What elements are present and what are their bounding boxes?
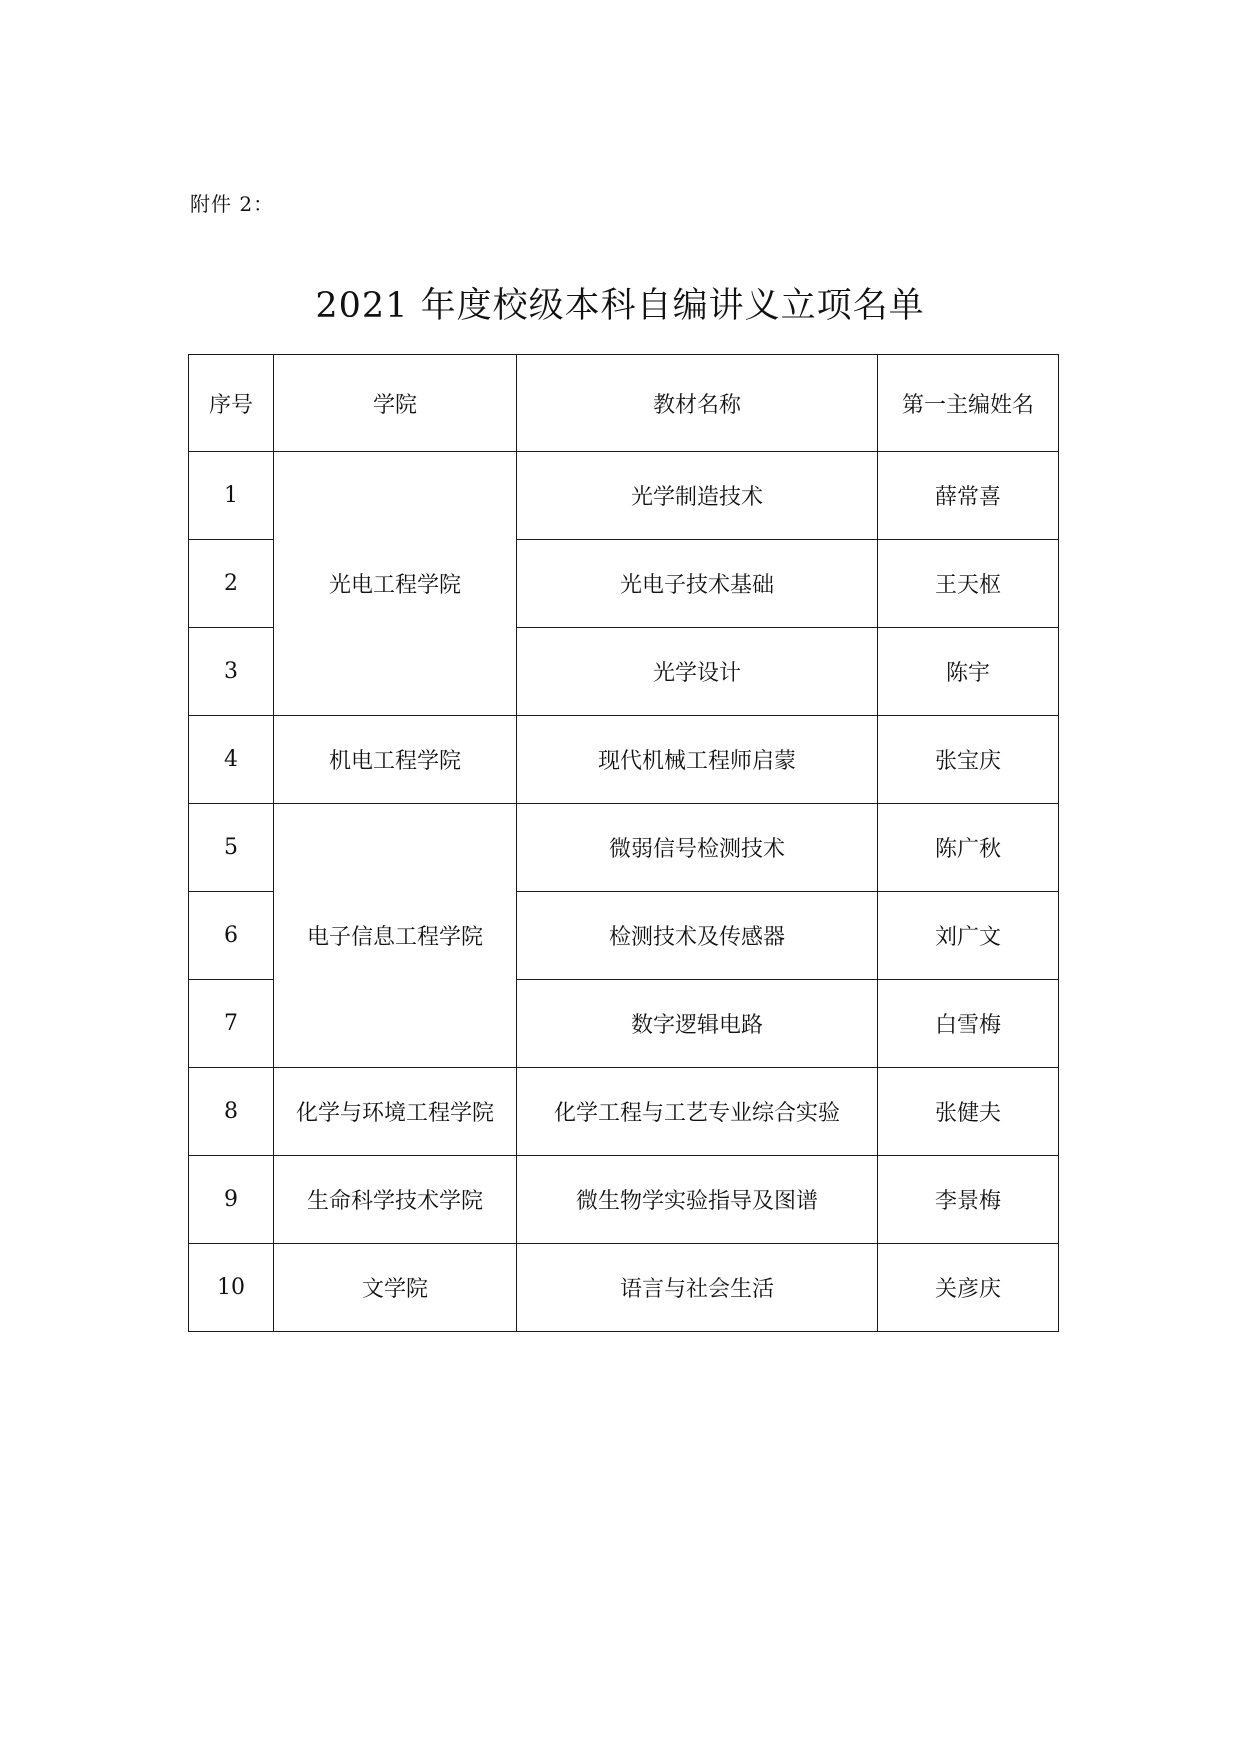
cell-textbook: 微弱信号检测技术 bbox=[517, 804, 878, 892]
cell-editor: 陈宇 bbox=[878, 628, 1059, 716]
cell-textbook: 数字逻辑电路 bbox=[517, 980, 878, 1068]
table-row bbox=[189, 1156, 1059, 1244]
header-no: 序号 bbox=[189, 355, 274, 452]
cell-no: 5 bbox=[189, 804, 274, 892]
cell-college: 机电工程学院 bbox=[274, 716, 517, 804]
cell-no: 8 bbox=[189, 1068, 274, 1156]
table-row bbox=[189, 716, 1059, 804]
page-title: 2021 年度校级本科自编讲义立项名单 bbox=[315, 286, 925, 326]
cell-textbook: 检测技术及传感器 bbox=[517, 892, 878, 980]
cell-no: 7 bbox=[189, 980, 274, 1068]
project-list-table bbox=[188, 354, 1059, 1332]
cell-college: 光电工程学院 bbox=[274, 452, 517, 716]
table-header-row bbox=[189, 355, 1059, 452]
cell-textbook: 光电子技术基础 bbox=[517, 540, 878, 628]
cell-college: 电子信息工程学院 bbox=[274, 804, 517, 1068]
cell-textbook: 微生物学实验指导及图谱 bbox=[517, 1156, 878, 1244]
cell-college: 文学院 bbox=[274, 1244, 517, 1332]
cell-editor: 张宝庆 bbox=[878, 716, 1059, 804]
cell-editor: 白雪梅 bbox=[878, 980, 1059, 1068]
cell-no: 1 bbox=[189, 452, 274, 540]
cell-college: 生命科学技术学院 bbox=[274, 1156, 517, 1244]
header-textbook: 教材名称 bbox=[517, 355, 878, 452]
cell-no: 9 bbox=[189, 1156, 274, 1244]
table-row bbox=[189, 1068, 1059, 1156]
cell-textbook: 化学工程与工艺专业综合实验 bbox=[517, 1068, 878, 1156]
table-row bbox=[189, 1244, 1059, 1332]
cell-editor: 李景梅 bbox=[878, 1156, 1059, 1244]
cell-no: 4 bbox=[189, 716, 274, 804]
cell-no: 2 bbox=[189, 540, 274, 628]
cell-no: 3 bbox=[189, 628, 274, 716]
cell-no: 10 bbox=[189, 1244, 274, 1332]
cell-editor: 张健夫 bbox=[878, 1068, 1059, 1156]
attachment-label: 附件 2： bbox=[190, 192, 275, 216]
cell-textbook: 光学设计 bbox=[517, 628, 878, 716]
header-college: 学院 bbox=[274, 355, 517, 452]
cell-editor: 陈广秋 bbox=[878, 804, 1059, 892]
cell-editor: 刘广文 bbox=[878, 892, 1059, 980]
header-editor: 第一主编姓名 bbox=[878, 355, 1059, 452]
cell-editor: 关彦庆 bbox=[878, 1244, 1059, 1332]
cell-textbook: 光学制造技术 bbox=[517, 452, 878, 540]
cell-no: 6 bbox=[189, 892, 274, 980]
table-row bbox=[189, 452, 1059, 540]
cell-editor: 王天枢 bbox=[878, 540, 1059, 628]
cell-textbook: 现代机械工程师启蒙 bbox=[517, 716, 878, 804]
cell-college: 化学与环境工程学院 bbox=[274, 1068, 517, 1156]
cell-editor: 薛常喜 bbox=[878, 452, 1059, 540]
table-row bbox=[189, 804, 1059, 892]
cell-textbook: 语言与社会生活 bbox=[517, 1244, 878, 1332]
